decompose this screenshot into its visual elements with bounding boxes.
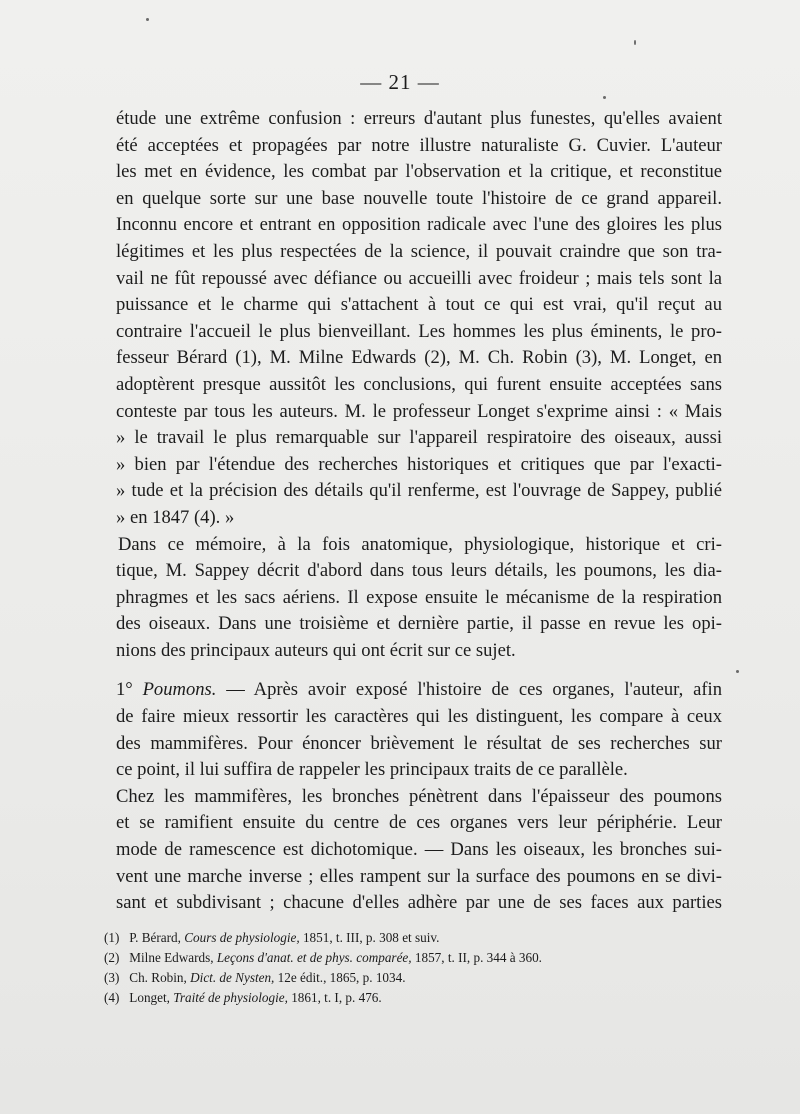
text-line: et se ramifient ensuite du centre de ces organes vers leur périphérie. Leur: [116, 812, 722, 834]
text-line: étude une extrême confusion : erreurs d'autant plus funestes, qu'elles avaient: [116, 108, 722, 129]
text-line: conteste par tous les auteurs. M. le professeur Longet s'exprime ainsi : « Mais: [116, 400, 722, 422]
text-line: » en 1847 (4). »: [116, 506, 235, 528]
text-line: des mammifères. Pour énoncer brièvement le résultat de ses recherches sur: [116, 732, 722, 754]
text-line: » tude et la précision des détails qu'il renferme, est l'ouvrage de Sappey, publié: [116, 480, 722, 502]
text-line: été acceptées et propagées par notre illustre naturaliste G. Cuvier. L'auteur: [116, 134, 722, 156]
footnote: (3) Ch. Robin, Dict. de Nysten, 12e édit., 1865, p. 1034.: [104, 970, 406, 985]
text-line: contraire l'accueil le plus bienveillant. Les hommes les plus éminents, le pro-: [116, 320, 722, 342]
footnotes: [104, 928, 664, 1008]
text-line: Dans ce mémoire, à la fois anatomique, physiologique, historique et cri-: [118, 533, 722, 555]
text-line: vail ne fût repoussé avec défiance ou accueilli avec froideur ; mais tels sont la: [116, 267, 722, 289]
text-line: de faire mieux ressortir les caractères qui les distinguent, les compare à ceux: [116, 706, 722, 728]
speck-mark: [603, 96, 606, 99]
text-line: puissance et le charme qui s'attachent à tout ce qui est vrai, qu'il reçut au: [116, 294, 722, 316]
text-line: » bien par l'étendue des recherches historiques et critiques que par l'exacti-: [116, 453, 722, 475]
text-line: nions des principaux auteurs qui ont écrit sur ce sujet.: [116, 639, 516, 661]
text-line: ce point, il lui suffira de rappeler les principaux traits de ce parallèle.: [116, 759, 628, 781]
text-line: Inconnu encore et entrant en opposition radicale avec l'une des gloires les plus: [116, 214, 722, 236]
text-line: fesseur Bérard (1), M. Milne Edwards (2), M. Ch. Robin (3), M. Longet, en: [116, 347, 722, 369]
text-line: mode de ramescence est dichotomique. — Dans les oiseaux, les bronches sui-: [116, 839, 722, 861]
section-title: Poumons.: [142, 679, 217, 701]
footnote: (2) Milne Edwards, Leçons d'anat. et de phys. comparée, 1857, t. II, p. 344 à 360.: [104, 950, 542, 965]
page-number: — 21 —: [360, 70, 440, 94]
text-line: adoptèrent presque aussitôt les conclusions, qui furent ensuite acceptées sans: [116, 373, 722, 395]
text-line: les met en évidence, les combat par l'observation et la critique, et reconstitue: [116, 161, 722, 183]
text-line: » le travail le plus remarquable sur l'appareil respiratoire des oiseaux, aussi: [116, 427, 722, 449]
text-line: sant et subdivisant ; chacune d'elles adhère par une de ses faces aux parties: [116, 892, 722, 914]
text-line: légitimes et les plus respectées de la science, il pouvait craindre que son tra-: [116, 240, 722, 262]
text-line: des oiseaux. Dans une troisième et dernière partie, il passe en revue les opi-: [116, 613, 722, 635]
section-number: 1°: [116, 679, 143, 701]
footnote: (1) P. Bérard, Cours de physiologie, 1851, t. III, p. 308 et suiv.: [104, 930, 440, 945]
text-line: Chez les mammifères, les bronches pénètrent dans l'épaisseur des poumons: [116, 785, 722, 807]
speck-mark: [736, 670, 739, 673]
body-text: [116, 106, 722, 917]
speck-mark: [634, 40, 636, 45]
text-line: vent une marche inverse ; elles rampent sur la surface des poumons en se divi-: [116, 865, 722, 887]
text-line: phragmes et les sacs aériens. Il expose ensuite le mécanisme de la respiration: [116, 586, 722, 608]
text-line: en quelque sorte sur une base nouvelle toute l'histoire de ce grand appareil.: [116, 187, 722, 209]
section-heading-line: [116, 677, 722, 704]
footnote: (4) Longet, Traité de physiologie, 1861, t. I, p. 476.: [104, 990, 382, 1005]
section-line-rest: — Après avoir exposé l'histoire de ces organes, l'auteur, afin: [216, 679, 722, 701]
speck-mark: [146, 18, 149, 21]
text-line: tique, M. Sappey décrit d'abord dans tous leurs détails, les poumons, les dia-: [116, 560, 722, 582]
